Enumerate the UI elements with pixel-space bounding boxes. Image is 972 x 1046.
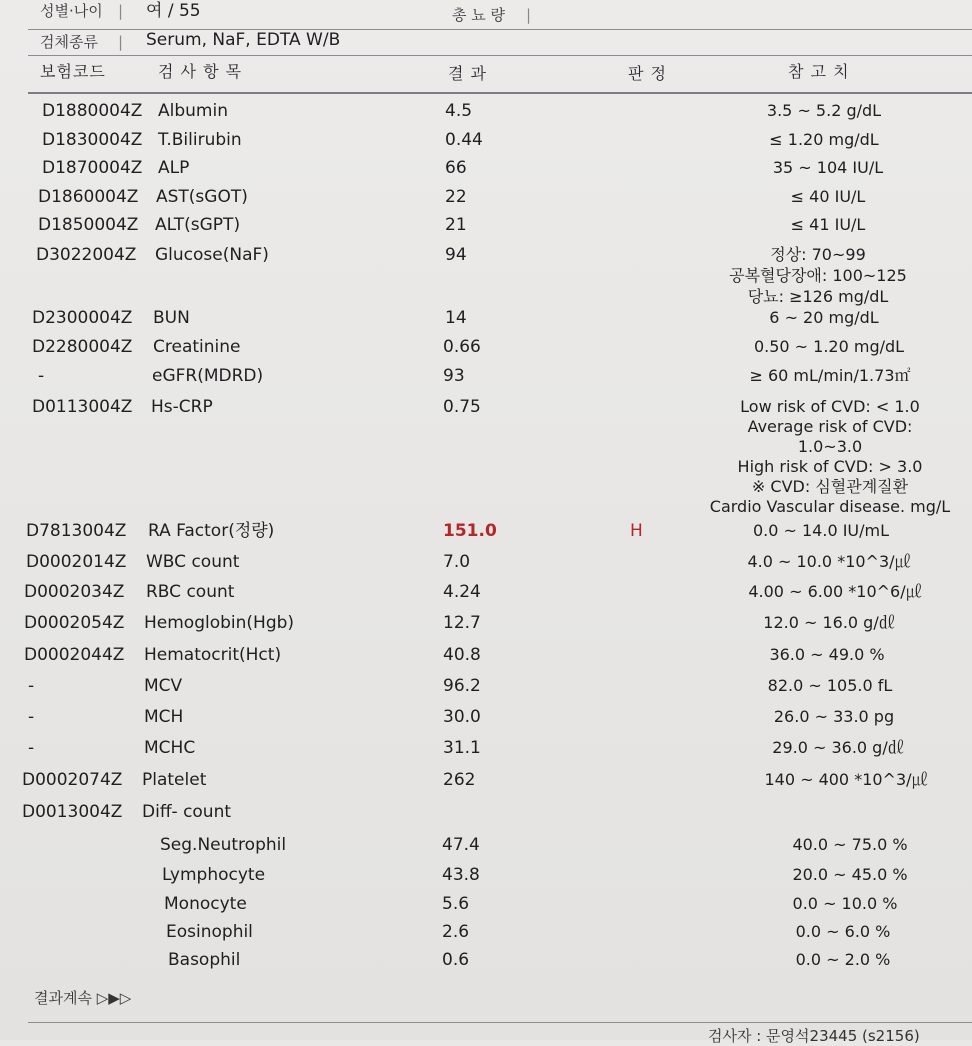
row-item: Basophil: [168, 950, 241, 970]
row-item: eGFR(MDRD): [152, 366, 264, 386]
row-reference: 공복혈당장애: 100~125: [729, 266, 907, 285]
continue-label: 결과계속 ▷▶▷: [34, 989, 132, 1007]
row-reference: Low risk of CVD: < 1.0: [740, 397, 920, 416]
row-reference: 0.0 ~ 14.0 IU/mL: [752, 521, 890, 540]
row-item: RA Factor(정량): [148, 521, 275, 541]
row-item: ALP: [158, 158, 190, 178]
row-reference: 당뇨: ≥126 mg/dL: [747, 287, 889, 306]
row-result: 22: [445, 187, 467, 207]
row-code: D0002074Z: [22, 770, 123, 790]
row-item: MCHC: [144, 738, 196, 758]
row-code: D1860004Z: [38, 187, 139, 207]
row-code: D0113004Z: [32, 397, 133, 417]
row-reference: 3.5 ~ 5.2 g/dL: [766, 101, 882, 120]
row-result: 0.44: [445, 130, 483, 150]
row-reference: 36.0 ~ 49.0 %: [769, 645, 885, 664]
row-item: WBC count: [146, 552, 240, 572]
column-header-item: 검 사 항 목: [158, 62, 243, 81]
row-reference: 1.0~3.0: [797, 437, 863, 456]
separator: |: [118, 33, 124, 51]
row-code: D1830004Z: [42, 130, 143, 150]
footer-divider: [28, 1022, 972, 1023]
row-item: Lymphocyte: [162, 865, 266, 885]
row-item: BUN: [153, 308, 190, 328]
row-reference: ≤ 40 IU/L: [790, 187, 866, 206]
row-item: Diff- count: [142, 802, 232, 822]
row-result: 94: [445, 245, 467, 265]
row-result: 262: [443, 770, 476, 790]
row-reference: 6 ~ 20 mg/dL: [769, 308, 879, 327]
row-code: D3022004Z: [36, 245, 137, 265]
separator: |: [118, 2, 124, 20]
row-reference: 82.0 ~ 105.0 fL: [767, 676, 893, 695]
row-item: Monocyte: [164, 894, 247, 914]
examiner-label: 검사자 : 문영석23445 (s2156): [708, 1027, 920, 1045]
row-result: 93: [443, 366, 465, 386]
row-item: MCH: [144, 707, 184, 727]
row-result: 151.0: [443, 521, 497, 541]
row-result: 0.66: [443, 337, 481, 357]
row-reference: High risk of CVD: > 3.0: [737, 457, 923, 476]
row-code: -: [28, 676, 35, 696]
row-result: 47.4: [442, 835, 480, 855]
row-reference: Cardio Vascular disease. mg/L: [709, 497, 951, 516]
row-code: D0002014Z: [26, 552, 127, 572]
row-reference: 40.0 ~ 75.0 %: [792, 835, 908, 854]
separator: |: [526, 6, 532, 24]
row-reference: 20.0 ~ 45.0 %: [792, 865, 908, 884]
row-result: 21: [445, 215, 467, 235]
row-item: Hematocrit(Hct): [144, 645, 282, 665]
row-reference: 26.0 ~ 33.0 pg: [773, 707, 895, 726]
row-reference: 0.50 ~ 1.20 mg/dL: [753, 337, 905, 356]
row-code: -: [38, 366, 45, 386]
column-header-code: 보험코드: [40, 62, 106, 81]
row-item: Eosinophil: [166, 922, 253, 942]
table-header-divider: [28, 92, 972, 94]
row-code: -: [28, 707, 35, 727]
row-reference: ≤ 41 IU/L: [790, 215, 866, 234]
row-code: D2300004Z: [32, 308, 133, 328]
specimen-label: 검체종류: [40, 33, 98, 51]
row-result: 0.75: [443, 397, 481, 417]
row-reference: 0.0 ~ 10.0 %: [792, 894, 898, 913]
row-result: 31.1: [443, 738, 481, 758]
row-item: Glucose(NaF): [155, 245, 269, 265]
row-result: 14: [445, 308, 467, 328]
row-reference: 4.0 ~ 10.0 *10^3/㎕: [747, 552, 911, 571]
row-item: RBC count: [146, 582, 235, 602]
row-result: 30.0: [443, 707, 481, 727]
row-item: Hemoglobin(Hgb): [144, 613, 295, 633]
row-code: D7813004Z: [26, 521, 127, 541]
row-reference: 0.0 ~ 2.0 %: [795, 950, 891, 969]
row-result: 5.6: [442, 894, 470, 914]
row-reference: 12.0 ~ 16.0 g/㎗: [763, 613, 895, 632]
row-reference: ≥ 60 mL/min/1.73㎡: [749, 366, 911, 385]
row-item: MCV: [144, 676, 183, 696]
row-result: 96.2: [443, 676, 481, 696]
row-result: 40.8: [443, 645, 481, 665]
column-header-flag: 판 정: [628, 64, 667, 83]
row-reference: 35 ~ 104 IU/L: [772, 158, 884, 177]
row-reference: Average risk of CVD:: [747, 417, 913, 436]
header-divider: [28, 55, 972, 56]
row-reference: 정상: 70~99: [770, 245, 866, 264]
row-reference: 4.00 ~ 6.00 *10^6/㎕: [748, 582, 922, 601]
row-flag: H: [630, 521, 643, 541]
row-result: 7.0: [443, 552, 471, 572]
row-reference: ※ CVD: 심혈관계질환: [751, 477, 909, 496]
row-result: 2.6: [442, 922, 470, 942]
row-reference: 140 ~ 400 *10^3/㎕: [764, 770, 928, 789]
row-item: Creatinine: [153, 337, 241, 357]
row-code: D1850004Z: [38, 215, 139, 235]
row-result: 43.8: [442, 865, 480, 885]
row-item: AST(sGOT): [156, 187, 248, 207]
row-reference: 29.0 ~ 36.0 g/㎗: [772, 738, 904, 757]
row-code: -: [28, 738, 35, 758]
sex-age-value: 여 / 55: [146, 1, 201, 21]
row-code: D0002054Z: [24, 613, 125, 633]
row-item: Platelet: [142, 770, 207, 790]
row-item: ALT(sGPT): [155, 215, 241, 235]
row-code: D1880004Z: [42, 101, 143, 121]
row-result: 0.6: [442, 950, 470, 970]
column-header-result: 결 과: [448, 64, 487, 83]
row-reference: ≤ 1.20 mg/dL: [769, 130, 879, 149]
row-item: Hs-CRP: [151, 397, 213, 417]
row-reference: 0.0 ~ 6.0 %: [795, 922, 891, 941]
row-code: D0002034Z: [24, 582, 125, 602]
specimen-value: Serum, NaF, EDTA W/B: [146, 30, 341, 50]
row-code: D0013004Z: [22, 802, 123, 822]
row-item: Albumin: [158, 101, 228, 121]
row-result: 66: [445, 158, 467, 178]
urine-volume-label: 총 뇨 량: [452, 6, 506, 24]
row-result: 12.7: [443, 613, 481, 633]
row-code: D0002044Z: [24, 645, 125, 665]
row-item: T.Bilirubin: [158, 130, 242, 150]
row-result: 4.5: [445, 101, 473, 121]
row-code: D2280004Z: [32, 337, 133, 357]
row-result: 4.24: [443, 582, 481, 602]
row-code: D1870004Z: [42, 158, 143, 178]
sex-age-label: 성별·나이: [40, 2, 103, 20]
row-item: Seg.Neutrophil: [160, 835, 287, 855]
column-header-reference: 참 고 치: [788, 62, 850, 81]
